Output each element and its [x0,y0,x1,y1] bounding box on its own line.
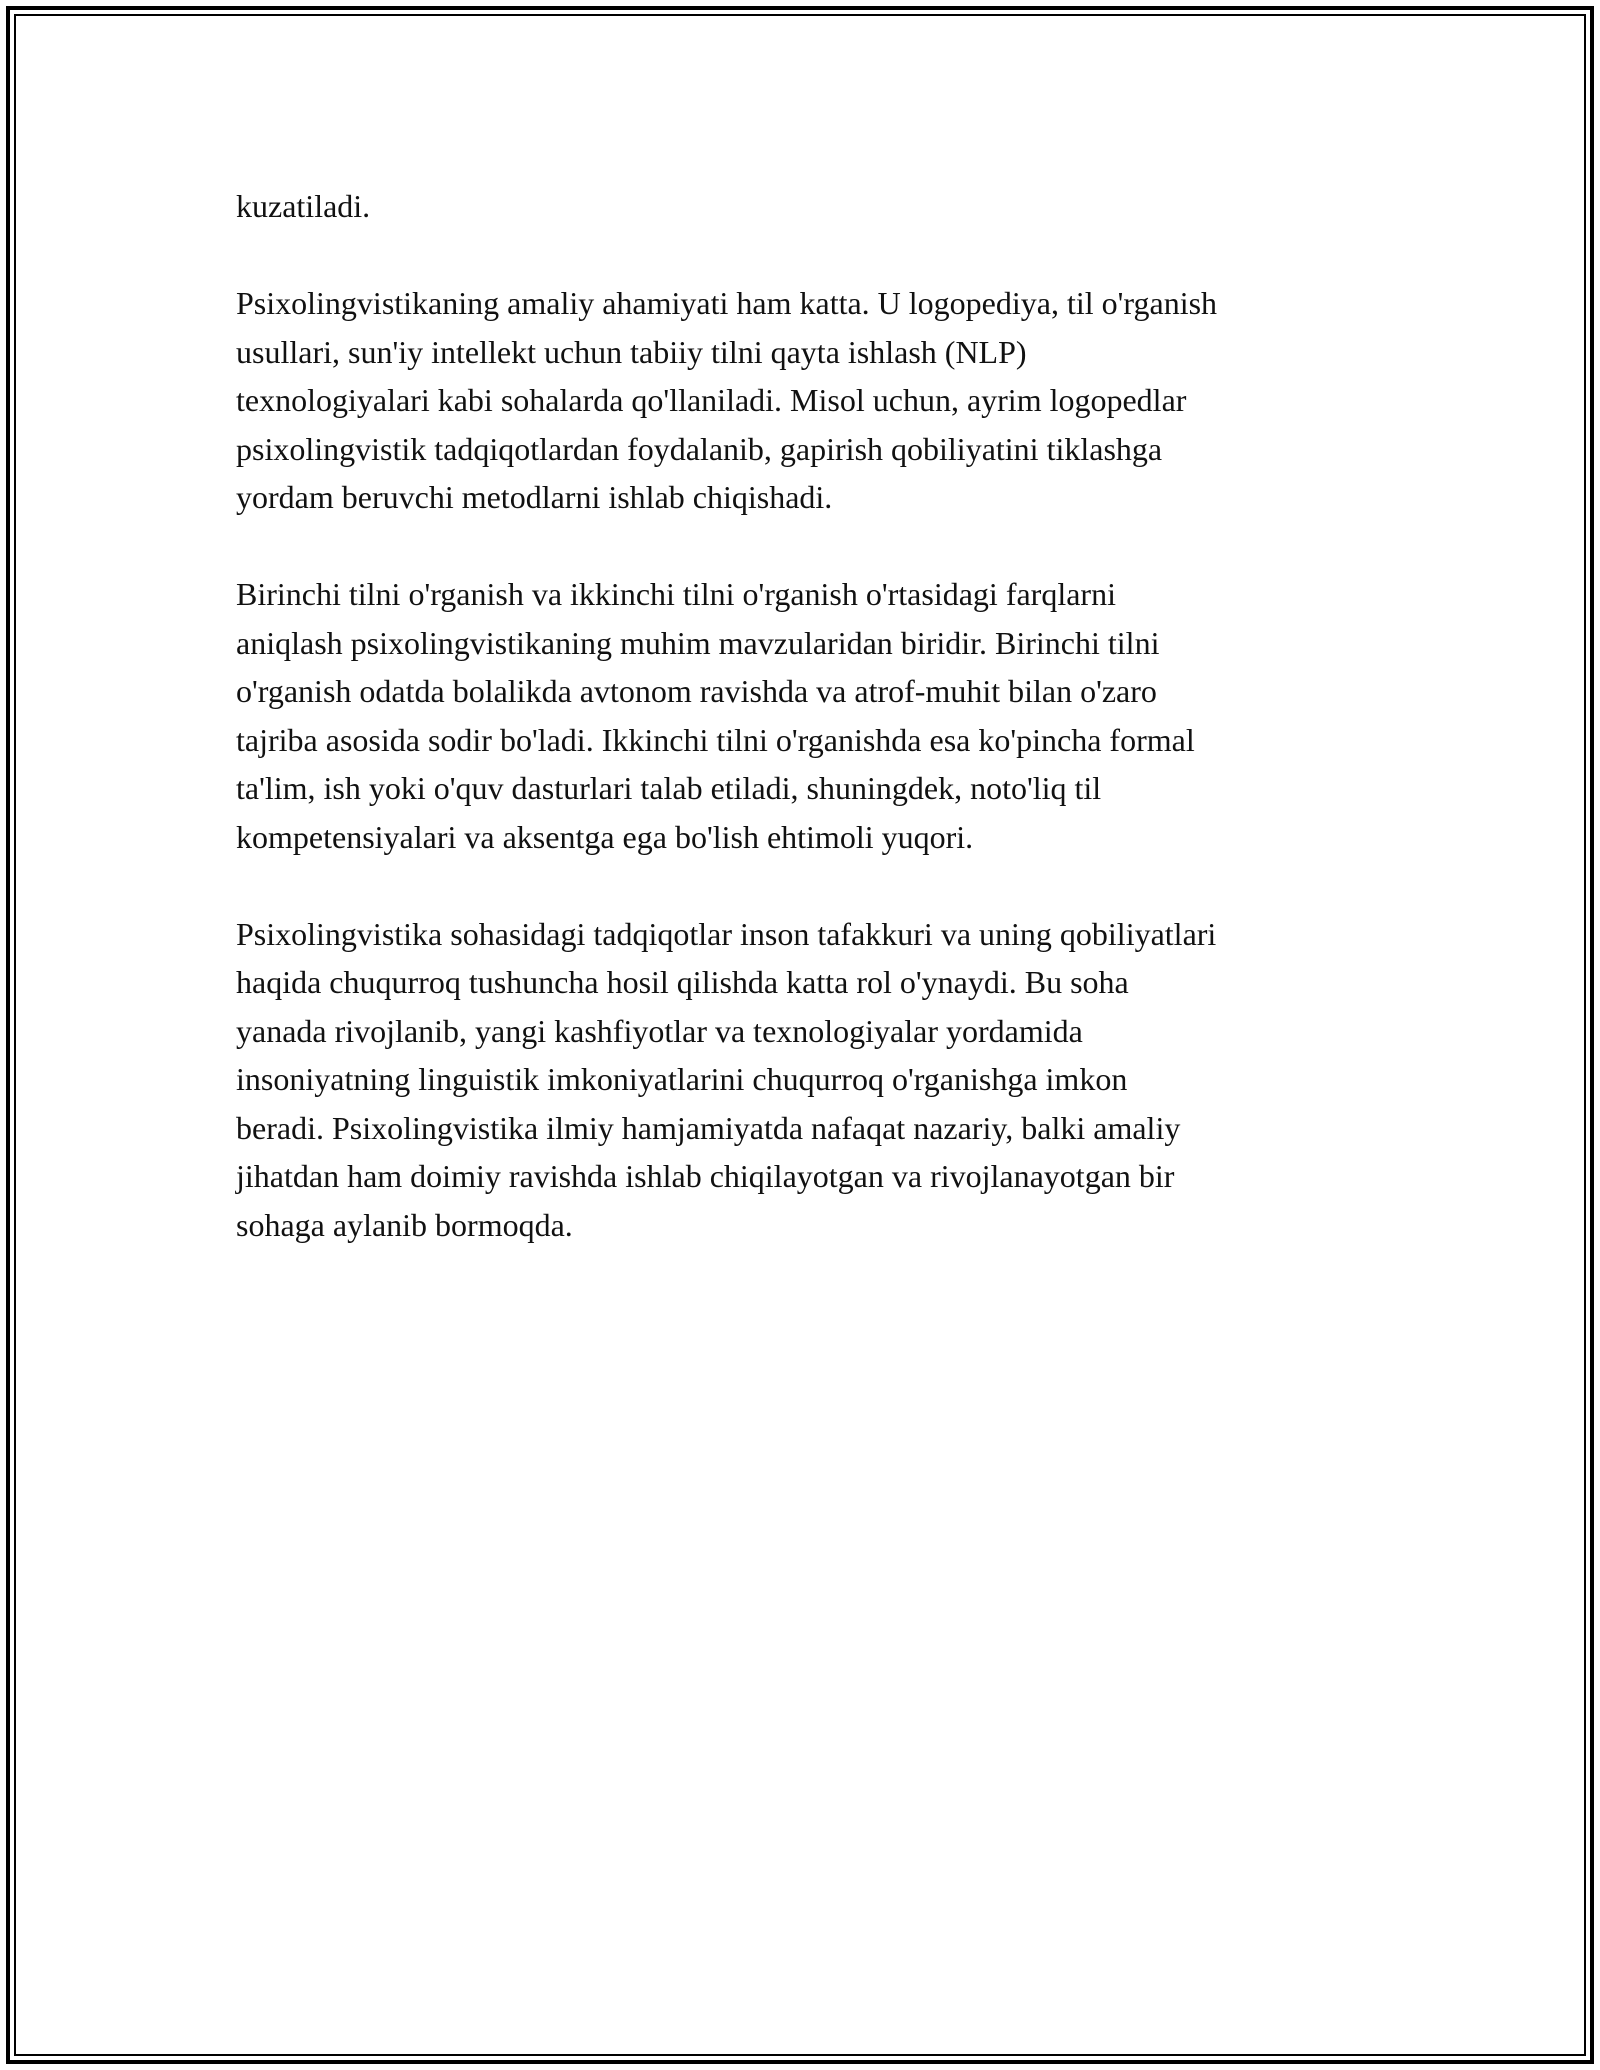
text-line: Psixolingvistika sohasidagi tadqiqotlar inson tafakkuri va uning qobiliyatlari [236,915,1217,952]
text-line: usullari, sun'iy intellekt uchun tabiiy tilni qayta ishlash (NLP) [236,333,1027,370]
paragraph-practical-importance [236,279,1386,522]
paragraph-continuation [236,182,1386,231]
text-line: sohaga aylanib bormoqda. [236,1206,573,1243]
paragraph-research-outlook [236,910,1386,1250]
text-line: yanada rivojlanib, yangi kashfiyotlar va texnologiyalar yordamida [236,1012,1083,1049]
text-line: ta'lim, ish yoki o'quv dasturlari talab etiladi, shuningdek, noto'liq til [236,770,1102,806]
text-line: kompetensiyalari va aksentga ega bo'lish ehtimoli yuqori. [236,818,974,855]
text-line: haqida chuqurroq tushuncha hosil qilishda katta rol o'ynaydi. Bu soha [236,964,1129,1000]
text-line: Birinchi tilni o'rganish va ikkinchi tilni o'rganish o'rtasidagi farqlarni [236,576,1116,612]
text-line: yordam beruvchi metodlarni ishlab chiqishadi. [236,479,833,515]
text-line: insoniyatning linguistik imkoniyatlarini chuqurroq o'rganishga imkon [236,1061,1128,1097]
text-line: o'rganish odatda bolalikda avtonom ravishda va atrof-muhit bilan o'zaro [236,673,1157,709]
text-line: texnologiyalari kabi sohalarda qo'llaniladi. Misol uchun, ayrim logopedlar [236,382,1187,418]
text-line: kuzatiladi. [236,188,371,224]
paragraph-language-acquisition [236,570,1386,861]
text-line: Psixolingvistikaning amaliy ahamiyati ham katta. U logopediya, til o'rganish [236,285,1218,321]
text-line: tajriba asosida sodir bo'ladi. Ikkinchi tilni o'rganishda esa ko'pincha formal [236,721,1195,758]
text-line: beradi. Psixolingvistika ilmiy hamjamiyatda nafaqat nazariy, balki amaliy [236,1109,1181,1146]
text-line: psixolingvistik tadqiqotlardan foydalanib, gapirish qobiliyatini tiklashga [236,430,1163,467]
text-line: jihatdan ham doimiy ravishda ishlab chiqilayotgan va rivojlanayotgan bir [236,1158,1175,1194]
document-body [236,182,1386,1298]
text-line: aniqlash psixolingvistikaning muhim mavzularidan biridir. Birinchi tilni [236,624,1160,661]
